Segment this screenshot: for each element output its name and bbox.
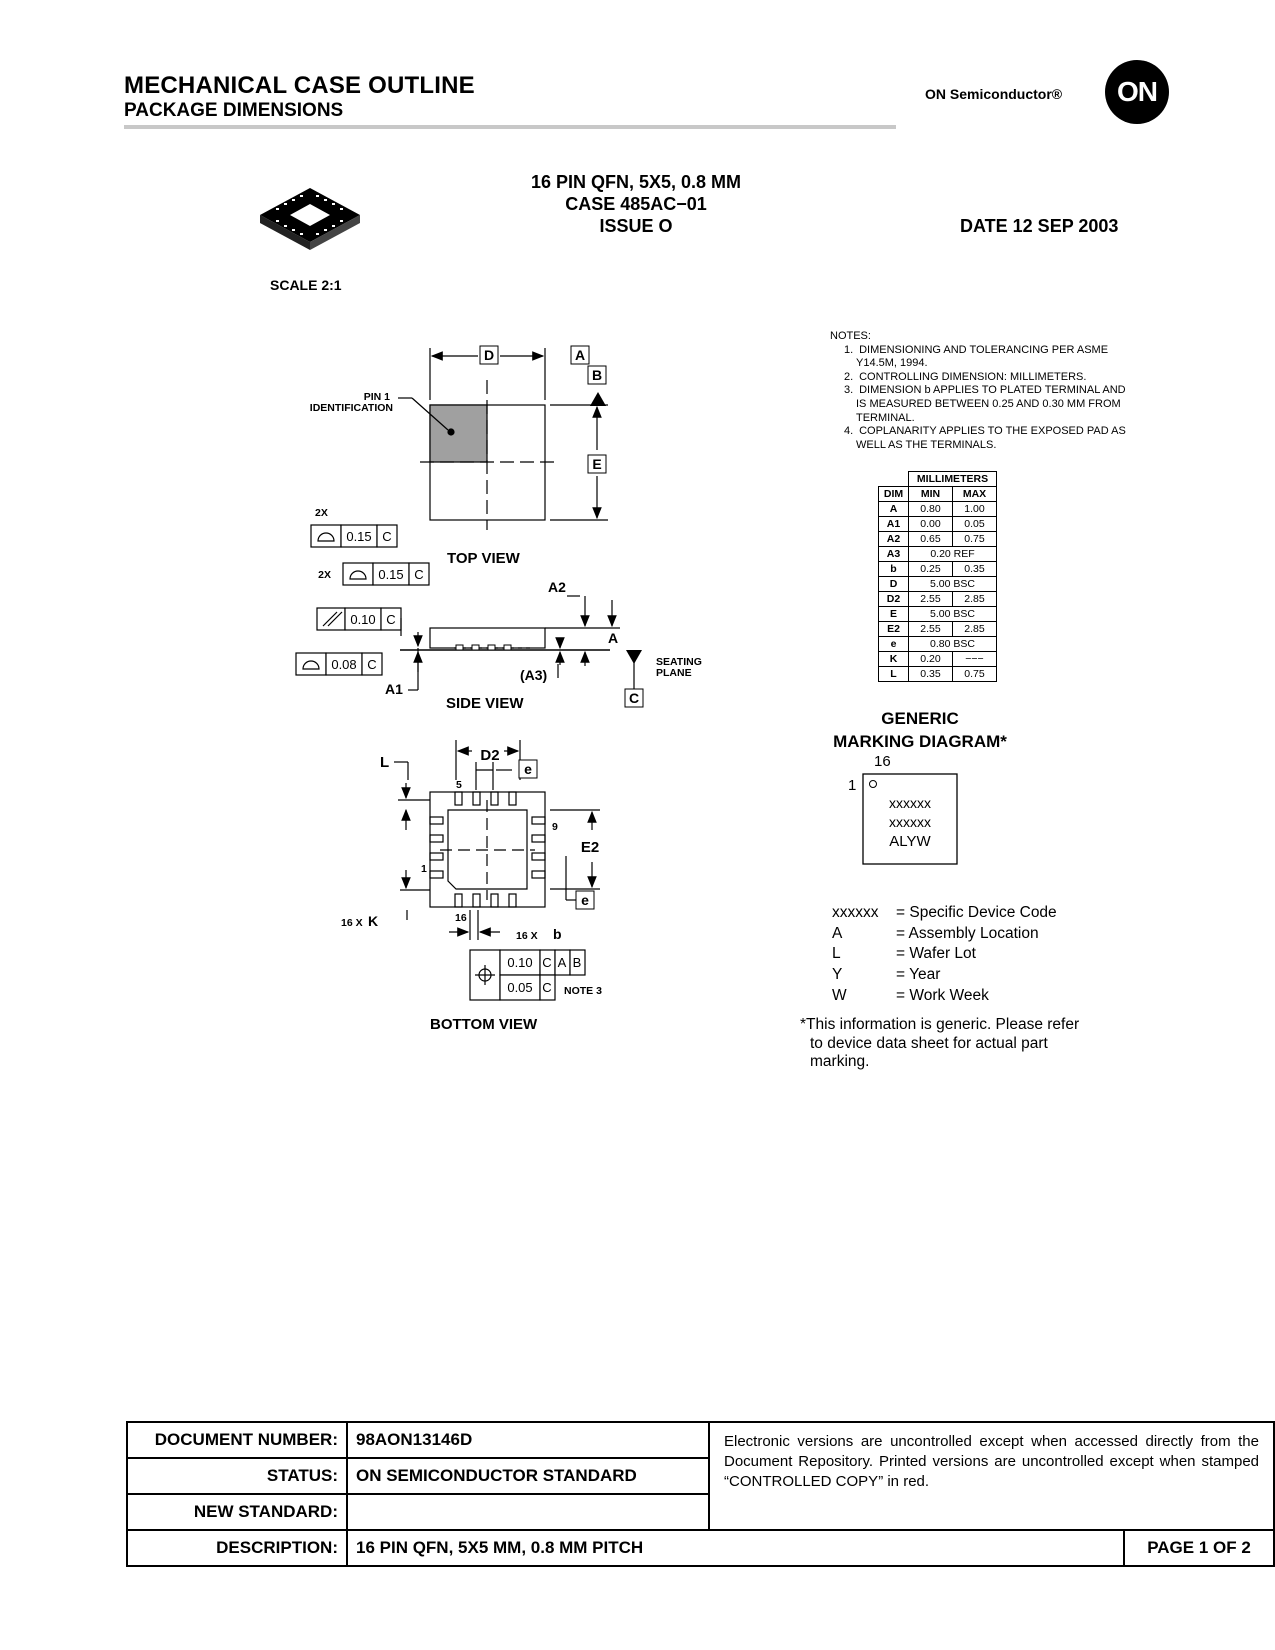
note-number: 4. [844,425,854,438]
brand-name: ON Semiconductor® [925,86,1063,102]
sixteen-x-b: 16 X [516,930,538,942]
status-label: STATUS: [127,1458,347,1494]
doc-number-label: DOCUMENT NUMBER: [127,1422,347,1458]
seating-label: SEATING [656,656,702,668]
legend-row [832,924,1057,945]
pos-tol-2: 0.05 [507,980,533,995]
note-text: DIMENSION b APPLIES TO PLATED TERMINAL AND IS MEASURED BETWEEN 0.25 AND 0.30 MM FROM TERMINAL. [856,384,1126,424]
table-row [879,637,997,652]
note-number: 1. [844,343,854,356]
legend-row [832,965,1057,986]
dimension-table [878,471,997,682]
marking-line-1: xxxxxx [889,795,931,811]
table-row [879,562,997,577]
dim-cell: A2 [879,532,909,547]
two-x-label: 2X [315,507,328,519]
bottom-view-label: BOTTOM VIEW [430,1016,538,1033]
dim-cell: E [879,607,909,622]
pin1-number: 1 [421,863,427,875]
min-cell: 0.80 [909,502,953,517]
pin16-number: 16 [455,912,467,924]
side-datum-a: A [608,630,619,646]
legend-description: = Work Week [896,986,989,1004]
note3-label: NOTE 3 [564,985,602,997]
min-cell: 2.55 [909,622,953,637]
span-cell: 5.00 BSC [909,607,997,622]
pin9-label: 9 [552,821,558,833]
note-text: CONTROLLING DIMENSION: MILLIMETERS. [859,370,1087,383]
marking-pin16: 16 [874,753,891,770]
marking-diagram [840,750,980,865]
new-standard-value [347,1494,709,1530]
note-text: DIMENSIONING AND TOLERANCING PER ASME Y14.5M, 1994. [856,343,1109,370]
table-row [879,532,997,547]
span-cell: 0.80 BSC [909,637,997,652]
footnote-line-2: to device data sheet for actual part [810,1034,1048,1052]
tol-coplanarity: 0.08 [331,657,357,672]
notes-title: NOTES: [830,330,871,342]
legend-description: = Assembly Location [896,924,1039,942]
new-standard-label: NEW STANDARD: [127,1494,347,1530]
pin1-identification: IDENTIFICATION [309,402,393,414]
min-cell: 0.20 [909,652,953,667]
legend-description: = Year [896,966,941,984]
dim-cell: E2 [879,622,909,637]
case-number: CASE 485AC−01 [565,194,707,214]
pos-tol-1-a: A [557,955,567,970]
datum-b: B [591,367,603,383]
max-header: MAX [953,487,997,502]
pitch-e-top: e [524,761,532,777]
b-label: b [553,926,562,942]
max-cell: 2.85 [953,622,997,637]
dim-header: DIM [879,487,909,502]
legend-description: = Wafer Lot [896,945,976,963]
datum-a: A [574,347,586,363]
tol-datum-c-3: C [386,612,396,627]
dim-cell: K [879,652,909,667]
max-cell: 0.75 [953,532,997,547]
min-cell: 0.00 [909,517,953,532]
description-value: 16 PIN QFN, 5X5 MM, 0.8 MM PITCH [347,1530,1124,1566]
min-cell: 2.55 [909,592,953,607]
max-cell: 1.00 [953,502,997,517]
marking-line-3: ALYW [889,833,931,850]
a3-label: (A3) [520,667,548,683]
dim-cell: L [879,667,909,682]
pos-tol-2-c: C [542,980,552,995]
legend-symbol: Y [832,966,843,984]
tol-profile-1: 0.15 [346,529,372,544]
status-value: ON SEMICONDUCTOR STANDARD [347,1458,709,1494]
legend-row [832,903,1057,924]
span-cell: 5.00 BSC [909,577,997,592]
dim-cell: A [879,502,909,517]
min-cell: 0.35 [909,667,953,682]
marking-title-2: MARKING DIAGRAM* [833,732,1007,751]
pos-tol-1-c: C [542,955,552,970]
tol-datum-c-1: C [382,529,392,544]
top-view-label: TOP VIEW [447,550,520,567]
a1-label: A1 [385,681,403,697]
note-4 [830,425,1130,452]
footnote-line-1: *This information is generic. Please refer [800,1016,1080,1033]
sixteen-x-k: 16 X [341,917,363,929]
dim-cell: b [879,562,909,577]
min-cell: 0.65 [909,532,953,547]
legend-description: = Specific Device Code [896,904,1057,921]
k-label: K [368,913,379,929]
legend-symbol: A [832,924,843,942]
table-row [879,502,997,517]
uncontrolled-copy-notice: Electronic versions are uncontrolled except when accessed directly from the Document Repository. Printed versions are uncontrolled except when stamped “CONTROLLED COPY” in red. [709,1422,1274,1530]
max-cell: 2.85 [953,592,997,607]
a2-label: A2 [548,579,566,595]
table-row [879,592,997,607]
tol-datum-c-4: C [367,657,377,672]
document-title: MECHANICAL CASE OUTLINE [124,72,475,99]
table-row [879,517,997,532]
max-cell: 0.75 [953,667,997,682]
tol-datum-c-2: C [414,567,424,582]
max-cell: −−− [953,652,997,667]
legend-symbol: L [832,945,841,963]
table-row [879,547,997,562]
datum-c: C [628,690,640,706]
footnote-line-3: marking. [810,1053,870,1071]
pos-tol-1-b: B [572,955,582,970]
mechanical-drawing [0,0,780,1060]
dim-cell: D2 [879,592,909,607]
document-subtitle: PACKAGE DIMENSIONS [124,100,344,121]
top-view [398,348,608,530]
marking-legend [832,903,1057,1007]
marking-footnote [800,1016,1120,1072]
table-row [879,607,997,622]
marking-title-1: GENERIC [881,709,959,728]
span-cell: 0.20 REF [909,547,997,562]
pos-tol-1: 0.10 [507,955,533,970]
datum-d: D [483,347,495,363]
page-number: PAGE 1 OF 2 [1124,1530,1274,1566]
table-row [879,652,997,667]
max-cell: 0.05 [953,517,997,532]
marking-line-2: xxxxxx [889,814,931,830]
note-number: 3. [844,384,854,397]
millimeters-header: MILLIMETERS [909,472,997,487]
tol-parallel: 0.10 [350,612,376,627]
issue: ISSUE O [599,216,673,236]
pin5-label: 5 [456,779,462,791]
two-x-label-2: 2X [318,569,331,581]
note-3 [830,384,1130,425]
note-2 [830,371,1130,385]
dim-cell: D [879,577,909,592]
note-text: COPLANARITY APPLIES TO THE EXPOSED PAD AS WELL AS THE TERMINALS. [856,425,1126,451]
on-logo-icon: ON [1105,60,1169,124]
legend-symbol: xxxxxx [832,904,879,921]
document-info-block [126,1421,1275,1567]
pin1-label: PIN 1 [363,391,390,403]
bottom-view [394,740,600,940]
d2-label: D2 [480,747,500,764]
l-label: L [380,754,390,771]
description-label: DESCRIPTION: [127,1530,347,1566]
legend-symbol: W [832,986,847,1004]
datum-e: E [592,456,602,472]
note-number: 2. [844,370,854,383]
legend-row [832,944,1057,965]
note-1 [830,344,1130,371]
scale-label: SCALE 2:1 [270,277,342,293]
max-cell: 0.35 [953,562,997,577]
table-corner [879,472,909,487]
min-cell: 0.25 [909,562,953,577]
table-row [879,667,997,682]
notes [830,330,1130,452]
doc-number: 98AON13146D [347,1422,709,1458]
dim-cell: e [879,637,909,652]
dim-cell: A1 [879,517,909,532]
legend-row [832,986,1057,1007]
table-row [879,577,997,592]
dim-cell: A3 [879,547,909,562]
pitch-e-bottom: e [581,892,589,908]
package-title: 16 PIN QFN, 5X5, 0.8 MM [530,172,742,192]
side-view [400,596,634,690]
table-row [879,622,997,637]
side-view-label: SIDE VIEW [446,695,524,712]
e2-label: E2 [580,839,600,856]
min-header: MIN [909,487,953,502]
plane-label: PLANE [656,667,692,679]
tol-profile-2: 0.15 [378,567,404,582]
issue-date: DATE 12 SEP 2003 [960,216,1119,236]
marking-pin1: 1 [848,777,857,794]
